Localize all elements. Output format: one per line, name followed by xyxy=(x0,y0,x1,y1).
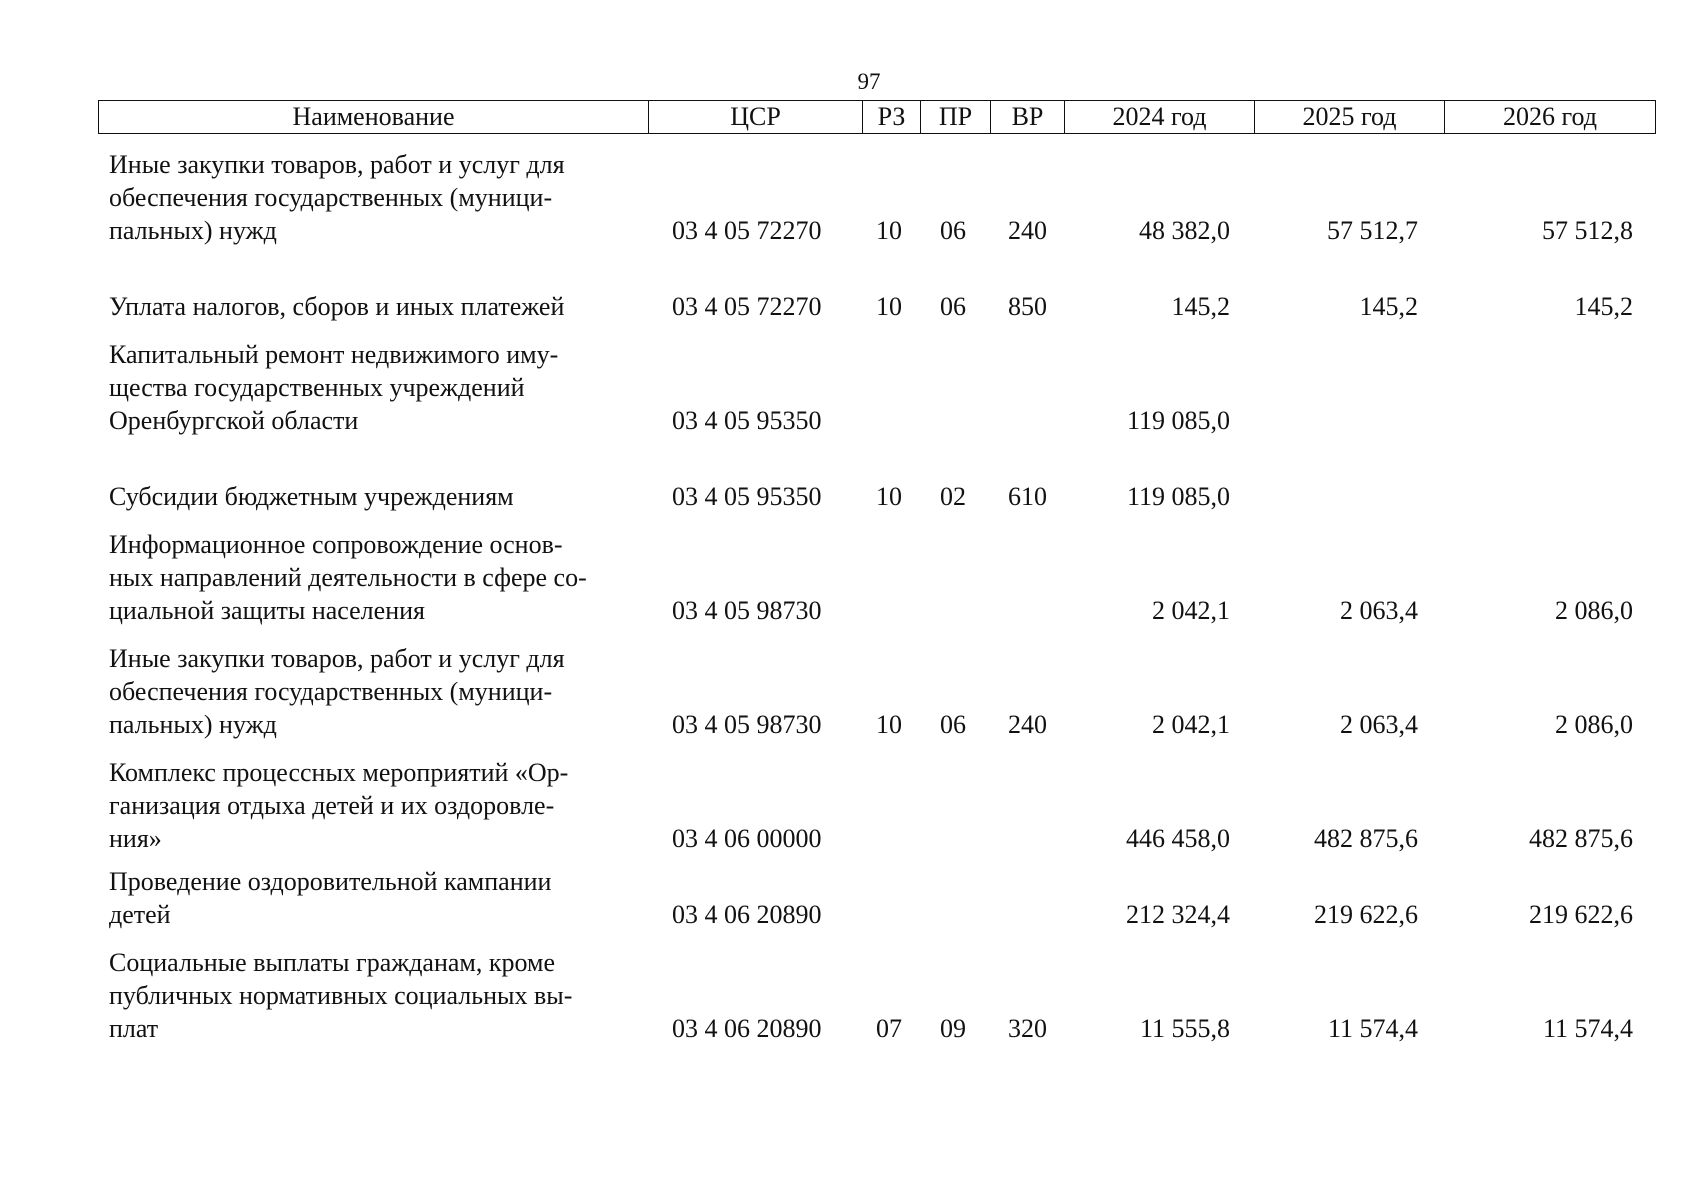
row-csr: 03 4 05 95350 xyxy=(672,406,822,435)
row-csr: 03 4 06 20890 xyxy=(672,1014,822,1043)
row-2025: 2 063,4 xyxy=(1340,596,1418,625)
table-row xyxy=(98,150,1655,1045)
row-2025: 145,2 xyxy=(1359,292,1418,321)
row-2026: 219 622,6 xyxy=(1529,900,1633,929)
header-vr: ВР xyxy=(991,101,1065,134)
row-csr: 03 4 05 98730 xyxy=(672,596,822,625)
row-2026: 145,2 xyxy=(1574,292,1633,321)
row-pr: 06 xyxy=(940,292,966,321)
row-name-line: пальных) нужд xyxy=(109,216,277,245)
row-name-line: обеспечения государственных (муници- xyxy=(109,677,553,706)
row-csr: 03 4 05 72270 xyxy=(672,216,822,245)
row-2024: 145,2 xyxy=(1171,292,1230,321)
row-name-line: Капитальный ремонт недвижимого иму- xyxy=(109,340,559,369)
header-2026: 2026 год xyxy=(1445,101,1656,134)
row-pr: 02 xyxy=(940,482,966,511)
row-2024: 119 085,0 xyxy=(1126,406,1230,435)
row-pr: 09 xyxy=(940,1014,966,1043)
row-2026: 57 512,8 xyxy=(1542,216,1633,245)
row-name-line: Комплекс процессных мероприятий «Ор- xyxy=(109,758,569,787)
row-2024: 2 042,1 xyxy=(1152,596,1230,625)
row-rz: 10 xyxy=(876,216,902,245)
page-number: 97 xyxy=(857,69,881,94)
row-name-line: плат xyxy=(109,1014,159,1043)
row-2026: 482 875,6 xyxy=(1529,824,1633,853)
row-csr: 03 4 06 00000 xyxy=(672,824,822,853)
row-2024: 119 085,0 xyxy=(1126,482,1230,511)
row-name-line: Оренбургской области xyxy=(109,406,359,435)
row-csr: 03 4 05 72270 xyxy=(672,292,822,321)
row-name-line: щества государственных учреждений xyxy=(109,373,525,402)
table-header xyxy=(98,100,1656,134)
header-rz: РЗ xyxy=(863,101,921,134)
row-2024: 212 324,4 xyxy=(1126,900,1230,929)
row-name xyxy=(109,946,629,1045)
row-2024: 2 042,1 xyxy=(1152,710,1230,739)
row-name-line: ния» xyxy=(109,824,162,853)
row-name-line: Уплата налогов, сборов и иных платежей xyxy=(109,292,565,321)
row-2025: 219 622,6 xyxy=(1314,900,1418,929)
header-pr: ПР xyxy=(921,101,991,134)
row-2025: 11 574,4 xyxy=(1327,1014,1418,1043)
row-2024: 48 382,0 xyxy=(1139,216,1230,245)
header-csr: ЦСР xyxy=(649,101,863,134)
row-name-line: ганизация отдыха детей и их оздоровле- xyxy=(109,791,555,820)
row-name-line: Субсидии бюджетным учреждениям xyxy=(109,482,514,511)
row-name-line: циальной защиты населения xyxy=(109,596,425,625)
row-name-line: Информационное сопровождение основ- xyxy=(109,530,563,559)
row-vr: 240 xyxy=(1008,216,1047,245)
row-2025: 57 512,7 xyxy=(1327,216,1418,245)
row-name-line: Иные закупки товаров, работ и услуг для xyxy=(109,150,565,179)
row-pr: 06 xyxy=(940,710,966,739)
row-2025: 482 875,6 xyxy=(1314,824,1418,853)
row-name-line: детей xyxy=(109,900,171,929)
row-rz: 10 xyxy=(876,292,902,321)
row-rz: 07 xyxy=(876,1014,902,1043)
row-name-line: пальных) нужд xyxy=(109,710,277,739)
header-2024: 2024 год xyxy=(1065,101,1255,134)
row-name-line: Социальные выплаты гражданам, кроме xyxy=(109,948,555,977)
row-csr: 03 4 05 95350 xyxy=(672,482,822,511)
row-name-line: Проведение оздоровительной кампании xyxy=(109,867,552,896)
row-vr: 610 xyxy=(1008,482,1047,511)
row-rz: 10 xyxy=(876,710,902,739)
row-vr: 320 xyxy=(1008,1014,1047,1043)
row-2025: 2 063,4 xyxy=(1340,710,1418,739)
row-2026: 2 086,0 xyxy=(1555,710,1633,739)
row-pr: 06 xyxy=(940,216,966,245)
row-csr: 03 4 06 20890 xyxy=(672,900,822,929)
header-name: Наименование xyxy=(99,101,649,134)
row-name-line: обеспечения государственных (муници- xyxy=(109,183,553,212)
row-name-line: Иные закупки товаров, работ и услуг для xyxy=(109,644,565,673)
row-name-line: ных направлений деятельности в сфере со- xyxy=(109,563,587,592)
row-name-line: публичных нормативных социальных вы- xyxy=(109,981,573,1010)
row-csr: 03 4 05 98730 xyxy=(672,710,822,739)
row-rz: 10 xyxy=(876,482,902,511)
row-2026: 2 086,0 xyxy=(1555,596,1633,625)
row-vr: 850 xyxy=(1008,292,1047,321)
header-2025: 2025 год xyxy=(1255,101,1445,134)
row-2024: 11 555,8 xyxy=(1139,1014,1230,1043)
row-2026: 11 574,4 xyxy=(1542,1014,1633,1043)
row-2024: 446 458,0 xyxy=(1126,824,1230,853)
row-vr: 240 xyxy=(1008,710,1047,739)
